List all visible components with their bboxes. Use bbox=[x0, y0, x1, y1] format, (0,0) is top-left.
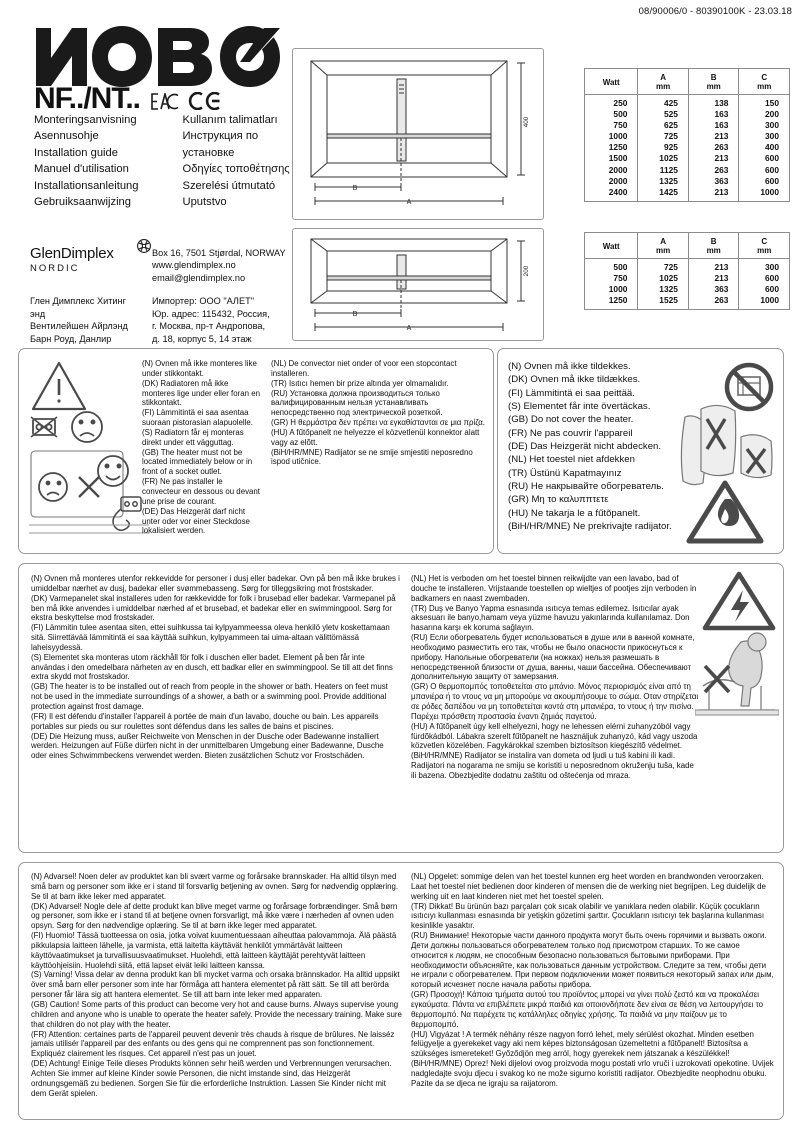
bath-text-right bbox=[411, 574, 701, 781]
address-line: Box 16, 7501 Stjørdal, NORWAY bbox=[152, 248, 286, 258]
cover-pictograms bbox=[675, 357, 779, 547]
title-item: Monteringsanvisning bbox=[34, 114, 137, 126]
table-cell: 625 bbox=[638, 120, 689, 131]
title-column-2 bbox=[183, 112, 290, 210]
table-cell: 1025 bbox=[638, 273, 689, 284]
table-cell: 1425 bbox=[638, 187, 689, 202]
cover-line: (FR) Ne pas couvrir l'appareil bbox=[508, 427, 633, 439]
cover-line: (DK) Ovnen må ikke tildækkes. bbox=[508, 374, 641, 386]
title-item: Asennusohje bbox=[34, 130, 99, 143]
table-cell: 1325 bbox=[638, 176, 689, 187]
table-cell: 1525 bbox=[638, 295, 689, 310]
table-cell: 2000 bbox=[585, 165, 638, 176]
paragraph: (S) Varning! Vissa delar av denna produkt kan bli mycket varma och orsaka brännskador. Ha alltid uppsikt över små barn eller personer som inte har förmåga att hantera elementet på rätt sätt. Se till att berörda personer får lära sig att hantera elementet. Se till att barn inte leker med apparaten. bbox=[31, 970, 400, 1000]
table-cell: 1325 bbox=[638, 284, 689, 295]
address-line: email@glendimplex.no bbox=[152, 272, 246, 283]
paragraph: (S) Radiatorn får ej monteras direkt under ett vägguttag. bbox=[142, 427, 244, 447]
table-cell: 363 bbox=[688, 284, 739, 295]
table-cell: 400 bbox=[739, 142, 790, 153]
table-cell: 600 bbox=[739, 153, 790, 164]
burn-warning-panel bbox=[18, 862, 784, 1120]
paragraph: (RU) Установка должна производиться только валифицированным нельзя устанавливать непосредственно под электрической розеткой. bbox=[271, 388, 443, 418]
header-a: A mm bbox=[638, 233, 689, 259]
paragraph: (NL) Opgelet: sommige delen van het toestel kunnen erg heet worden en brandwonden veroorzaken. Laat het toestel niet bedienen door kinderen of mensen die de werking niet begrijpen. Leg duidelijk de werking uit en laat kinderen niet met het toestel spelen. bbox=[411, 872, 766, 901]
table-cell: 163 bbox=[688, 120, 739, 131]
address-lines bbox=[152, 245, 286, 284]
bathroom-warning-panel bbox=[18, 563, 784, 853]
paragraph: (GB) The heater must not be located immediately below or in front of a socket outlet. bbox=[142, 447, 253, 477]
table-cell: 725 bbox=[638, 131, 689, 142]
table-cell: 300 bbox=[739, 120, 790, 131]
electric-shock-icon bbox=[705, 574, 773, 628]
sad-face-icon-2 bbox=[39, 473, 67, 501]
table-row bbox=[585, 284, 790, 295]
table-cell: 213 bbox=[688, 259, 739, 274]
spec-table-2 bbox=[584, 232, 790, 310]
table-row bbox=[585, 131, 790, 142]
cover-line: (TR) Üstünü Kapatmayınız bbox=[508, 467, 622, 479]
paragraph: (RU) Внимание! Некоторые части данного продукта могут быть очень горячими и вызвать ожоги. Дети должны пользоваться обогревателем только под присмотром старших. То же самое относится к людям, не способным безопасно пользоваться бытовыми приборами. При необходимости объясняйте, как пользоваться данным устройством. Следите за тем, чтобы дети не играли с обогревателем. При первом подключении может появиться некоторый запах или дым, который исчезнет после начала работы прибора. bbox=[411, 931, 774, 990]
paragraph: (DK) Varmepanelet skal installeres uden for rækkevidde for folk i brusebad eller badekar. Varmepanel på ben må ikke anvendes i umiddelbar nærhed af et brusebad, et badekar eller en swimmingpool. Sørg for ekstra beskyttelse mod frostskader. bbox=[31, 593, 396, 623]
paragraph: (FI) Huomio! Tässä tuotteessa on osia, jotka voivat kuumentuessaan aiheuttaa palovammoja. Älä päästä pikkulapsia laitteen lähelle, ja varmista, että laitetta käyttävät henkilöt ymmärtävät laitteen käyttövaatimukset ja turvallisuusvaatimukset. Huolehdi, että laitteen käyttäjät perehtyvät laitteen käyttöohjeisiin. Huolehdi siitä, että lapset eivät leiki laitteen kanssa. bbox=[31, 931, 397, 970]
header-b: B mm bbox=[688, 69, 739, 95]
table-cell: 500 bbox=[585, 109, 638, 120]
dimension-label-b: B bbox=[352, 185, 358, 192]
ce-mark-icon bbox=[187, 92, 221, 110]
address-line: Барн Роуд, Данлир bbox=[30, 334, 112, 344]
cover-line: (FI) Lämmitintä ei saa peittää. bbox=[508, 387, 635, 399]
dimension-label-height: 400 bbox=[523, 116, 530, 128]
title-item: Manuel d'utilisation bbox=[34, 163, 129, 176]
burn-text-left bbox=[31, 872, 403, 1098]
cover-line: (S) Elementet får inte övertäckas. bbox=[508, 401, 651, 413]
mounting-drawing-bottom bbox=[292, 228, 544, 341]
paragraph: (RU) Если обогреватель будет использоваться в душе или в ванной комнате, необходимо разместить его так, чтобы не было опасности прикоснуться к прибору. Напольные обогреватели (на ножках) нельзя размешать в непосредственной близости от душа, ванны, чаши бассейна. Обеспечивают дополнительную защиту от замерзания. bbox=[411, 633, 695, 682]
socket-text-right bbox=[271, 359, 485, 467]
title-column-1 bbox=[34, 112, 139, 210]
address-line: Импортер: ООО "АЛЕТ" bbox=[152, 296, 254, 307]
bath-figures bbox=[695, 570, 779, 740]
address-line: www.glendimplex.no bbox=[152, 260, 236, 271]
table-cell: 750 bbox=[585, 273, 638, 284]
header-watt: Watt bbox=[585, 69, 638, 95]
table-cell: 213 bbox=[688, 153, 739, 164]
table-cell: 925 bbox=[638, 142, 689, 153]
paragraph: (DK) Radiatoren må ikke monteres lige under eller foran en stikkontakt. bbox=[142, 378, 260, 408]
title-item: Szerelési útmutató bbox=[182, 179, 276, 192]
table-cell: 1000 bbox=[585, 131, 638, 142]
certification-marks bbox=[150, 92, 221, 114]
cover-line: (DE) Das Heizgerät nicht abdecken. bbox=[508, 441, 662, 453]
paragraph: (DE) Achtung! Einige Teile dieses Produkts können sehr heiß werden und Verbrennungen verursachen. Achten Sie immer auf kleine Kinder sowie Personen, die nicht imstande sind, das Heizgerät ordnungsgemäß zu bedienen. Sorgen Sie für die erforderliche Instruktion. Lassen Sie Kinder nicht mit dem Gerät spielen. bbox=[31, 1059, 392, 1098]
mounting-drawing-top bbox=[292, 48, 544, 220]
socket-pictograms bbox=[29, 357, 149, 547]
table-cell: 263 bbox=[688, 165, 739, 176]
cover-line: (GB) Do not cover the heater. bbox=[508, 414, 634, 426]
sad-face-icon bbox=[72, 412, 102, 442]
paragraph: (GB) Caution! Some parts of this product can become very hot and cause burns. Always supervise young children and anyone who is unable to operate the heater safely. Provide the necessary training. Make sure that children do not play with the heater. bbox=[31, 999, 402, 1029]
brand-block bbox=[34, 26, 294, 114]
table-cell: 600 bbox=[739, 273, 790, 284]
paragraph: (BiH/HR/MNE) Oprez! Neki dijelovi ovog proizvoda mogu postati vrlo vruči i uzrokovati opekotine. Uvijek nadgledajte svoju djecu i svakog ko ne može sigurno koristiti radijator. Obezbjedite neophodnu obuku. Pazite da se djeca ne igraju sa raijatorom. bbox=[411, 1059, 774, 1088]
paragraph: (TR) Dikkat! Bu ürünün bazı parçaları çok sıcak olabilir ve yanıklara neden olabilir. Küçük çocukların ısıtıcıyı kullanması esnasında bir yetişkin gözetimi şarttır. Çocukların ısıtıcıyı tek başlarına kullanması kesinlikle yasaktır. bbox=[411, 901, 765, 931]
table-cell: 750 bbox=[585, 120, 638, 131]
towel-shape-icon bbox=[681, 405, 772, 484]
header-c: C mm bbox=[739, 69, 790, 95]
table-cell: 363 bbox=[688, 176, 739, 187]
table-row bbox=[585, 109, 790, 120]
dimension-label-height: 200 bbox=[523, 265, 530, 277]
header-b: B mm bbox=[688, 233, 739, 259]
header-c: C mm bbox=[739, 233, 790, 259]
flame-triangle-icon bbox=[689, 483, 761, 541]
title-item: Инструкция по bbox=[182, 130, 259, 143]
bath-text-left bbox=[31, 574, 401, 761]
paragraph: (NL) Het is verboden om het toestel binnen reikwijdte van een lavabo, bad of douche te installeren. Vrijstaande toestellen op wieltjes of pootjes zijn verboden in badkamers en naast zwembaden. bbox=[411, 574, 697, 603]
table-cell: 263 bbox=[688, 295, 739, 310]
table-cell: 500 bbox=[585, 259, 638, 274]
burn-text-right bbox=[411, 872, 775, 1089]
table-cell: 250 bbox=[585, 95, 638, 110]
do-not-cover-panel bbox=[497, 348, 784, 554]
model-code: NF../NT.. bbox=[34, 82, 141, 115]
table-row bbox=[585, 187, 790, 202]
socket-crossed-icon bbox=[31, 417, 57, 437]
table-cell: 2400 bbox=[585, 187, 638, 202]
paragraph: (FR) Ne pas installer le convecteur en dessous ou devant une prise de courant. bbox=[142, 477, 261, 506]
table-cell: 1125 bbox=[638, 165, 689, 176]
nobo-logo-icon bbox=[34, 26, 286, 88]
paragraph: (N) Ovnen må ikke monteres like under stikkontakt. bbox=[142, 359, 257, 378]
table-row bbox=[585, 165, 790, 176]
document-code: 08/90006/0 - 80390100K - 23.03.18 bbox=[638, 6, 792, 17]
table-row bbox=[585, 259, 790, 274]
header-a: A mm bbox=[638, 69, 689, 95]
table-cell: 525 bbox=[638, 109, 689, 120]
bath-pictograms bbox=[695, 570, 779, 750]
table-row bbox=[585, 95, 790, 110]
address-line: Юр. адрес: 115432, Россия, bbox=[152, 308, 270, 319]
paragraph: (DK) Advarsel! Nogle dele af dette produkt kan blive meget varme og forårsage forbrændinger. Små børn og personer, som ikke er i stand til at betjene ovnen forsvarligt, må ikke være i nærheden af ovnen uden opsyn. Sørg for den nødvendige oplæring. Se til at børn ikke leger med apparatet. bbox=[31, 901, 398, 931]
cover-line: (HU) Ne takarja le a fűtõpanelt. bbox=[508, 507, 641, 519]
title-item: Kullanım talimatları bbox=[182, 114, 278, 126]
table-cell: 1000 bbox=[739, 295, 790, 310]
table-cell: 138 bbox=[688, 95, 739, 110]
cover-line: (GR) Μη το καλυππτετε bbox=[508, 494, 609, 506]
table-cell: 300 bbox=[739, 131, 790, 142]
spark-cross-icon bbox=[79, 477, 99, 497]
paragraph: (BiH/HR/MNE) Radijator se instalira van dometa od ljudi u tuš kabini ili kadi. Radijatori na nogarama ne smiju se koristiti u neposrednom okruženju tuša, kade ili bazena. Obezbjedite dodatnu zaštitu od oštećenja od mraza. bbox=[411, 751, 694, 780]
dimension-label-a: A bbox=[406, 199, 412, 206]
title-item: Uputstvo bbox=[182, 196, 227, 209]
do-not-cover-list bbox=[508, 360, 690, 533]
glendimplex-sub: NORDIC bbox=[30, 263, 80, 274]
dimension-label-a: A bbox=[406, 325, 412, 332]
table-row bbox=[585, 295, 790, 310]
paragraph: (HU) Vigyázat ! A termék néhány része nagyon forró lehet, mely sérülést okozhat. Minden esetben felügyelje a gyerekeket vagy aki nem képes biztonságosan üzemeltetni a fűtõpanelt! Biztosítsa a szükséges ismereteket! Győződjön meg arról, hogy gyerekek nem játszanak a készülékkel! bbox=[411, 1029, 754, 1059]
table-cell: 1250 bbox=[585, 142, 638, 153]
eac-mark-icon bbox=[150, 93, 180, 110]
title-item: Gebruiksaanwijzing bbox=[34, 196, 132, 209]
paragraph: (FR) Il est défendu d'installer l'appareil à portée de main d'un lavabo, douche ou bain. Les appareils portables sur pieds ou sur roulettes sont défendus dans les salles de bains et piscines. bbox=[31, 711, 379, 731]
address-line: Вентилейшен Айрлэнд bbox=[30, 321, 128, 332]
table-cell: 1000 bbox=[739, 187, 790, 202]
glendimplex-name: GlenDimplex bbox=[30, 245, 114, 262]
table-cell: 213 bbox=[688, 187, 739, 202]
glendimplex-emblem-icon bbox=[136, 238, 152, 254]
paragraph: (BiH/HR/MNE) Radijator se ne smije smjestiti neposredno ispod utičnice. bbox=[271, 447, 473, 467]
socket-text-left bbox=[142, 359, 260, 536]
cover-line: (NL) Het toestel niet afdekken bbox=[508, 454, 635, 466]
table-cell: 1000 bbox=[585, 284, 638, 295]
table-cell: 1025 bbox=[638, 153, 689, 164]
paragraph: (GR) Ο θερμοπομπός τοποθετείται στο μπάνιο. Μόνος περιορισμός είναι από τη μπανιέρα ή το ντους να μη μπορούμε να ακουμπήσουμε το σώμα. Οταν στηρίζεται σε ρόδες δαπέδου να μη τοποθετείται κοντά στη μπανιέρα, το ντους ή την πισίνα. Παρέχει πρόσθετη προστασία έναντι ζημιάς παγετού. bbox=[411, 682, 699, 721]
paragraph: (GB) The heater is to be installed out of reach from people in the shower or bath. Heaters on feet must not be used in the immediate surroundings of a shower, a bath or a swimming pool. Provide additional protection against frost damage. bbox=[31, 682, 388, 711]
table-cell: 600 bbox=[739, 284, 790, 295]
title-item: Οδηγίες τοποθέτησης bbox=[182, 163, 290, 176]
person-in-bath-icon bbox=[695, 633, 779, 715]
title-item: Installation guide bbox=[34, 146, 118, 159]
table-cell: 163 bbox=[688, 109, 739, 120]
address-line: д. 18, корпус 5, 14 этаж bbox=[152, 334, 252, 344]
cover-line: (BiH/HR/MNE) Ne prekrivajte radijator. bbox=[508, 521, 672, 533]
paragraph: (FI) Lämmitintä ei saa asentaa suoraan pistorasian alapuolelle. bbox=[142, 408, 253, 428]
spec-table-1 bbox=[584, 68, 790, 202]
title-item: Installationsanleitung bbox=[34, 179, 139, 192]
company-address-block bbox=[30, 245, 310, 358]
paragraph: (N) Ovnen må monteres utenfor rekkevidde for personer i dusj eller badekar. Ovn på ben må ikke brukes i umiddelbar nærhet av dusj, badekar eller svømmebasseng. Sørg for tilleggsikring mot frostskader. bbox=[31, 574, 400, 593]
table-cell: 213 bbox=[688, 273, 739, 284]
paragraph: (HU) A fűtõpanelt úgy kell elhelyezni, hogy ne lehessen elérni zuhanyzóból vagy fürdõkádból. Lábakra szerelt fűtõpanelt ne használjuk zuhanyzó, kád vagy uszoda közvetlen közelében. Fagykárokkal szemben biztosítson kiegészítõ védelmet. bbox=[411, 721, 698, 751]
heater-wall-diagram-tall bbox=[293, 49, 543, 219]
table-row bbox=[585, 120, 790, 131]
table-cell: 1500 bbox=[585, 153, 638, 164]
table-cell: 200 bbox=[739, 109, 790, 120]
table-row bbox=[585, 153, 790, 164]
table-cell: 213 bbox=[688, 131, 739, 142]
table-cell: 300 bbox=[739, 259, 790, 274]
cross-mark-icon bbox=[705, 666, 729, 692]
paragraph: (DE) Die Heizung muss, außer Reichweite von Menschen in der Dusche oder Badewanne installiert werden. Heizungen auf Füße dürfen nicht in der unmittelbaren Umgebung einer Badewanne, Dusche oder eines Schwimmbeckens verwendet werden. Bieten zusätzlichen Schutz vor Frostschäden. bbox=[31, 731, 384, 761]
table-row bbox=[585, 176, 790, 187]
heater-wall-diagram-short bbox=[293, 229, 543, 340]
socket-warning-panel bbox=[18, 348, 494, 554]
table-cell: 150 bbox=[739, 95, 790, 110]
table-header-row bbox=[585, 233, 790, 259]
no-cover-icon bbox=[727, 365, 771, 409]
header-watt: Watt bbox=[585, 233, 638, 259]
table-row bbox=[585, 273, 790, 284]
paragraph: (HU) A fűtőpanelt ne helyezze el közvetlenül konnektor alatt vagy az elõtt. bbox=[271, 427, 480, 447]
table-cell: 263 bbox=[688, 142, 739, 153]
title-item: установке bbox=[182, 146, 235, 159]
cover-figures bbox=[675, 357, 779, 547]
paragraph: (FR) Attention: certaines parts de l'appareil peuvent devenir très chauds à risque de brûlures. Ne laisséz jamais utilisér l'appareil par des enfants ou des gens qui ne comprennent pas son fonctionnement. Expliquéz clairement les risques. Cet appareil n'est pas un jouet. bbox=[31, 1029, 395, 1059]
table-cell: 600 bbox=[739, 176, 790, 187]
address-line: Глен Димплекс Хитинг энд bbox=[30, 296, 126, 319]
address-line: г. Москва, пр-т Андропова, bbox=[152, 321, 266, 332]
cover-line: (N) Ovnen må ikke tildekkes. bbox=[508, 361, 631, 372]
paragraph: (DE) Das Heizgerät darf nicht unter oder vor einer Steckdose lokalisiert werden. bbox=[142, 506, 250, 536]
glendimplex-logo bbox=[30, 245, 142, 274]
paragraph: (FI) Lämmitin tulee asentaa siten, ettei suihkussa tai kylpyammeessa oleva henkilö yletv koskettamaan sitä. Siirrettävää lämmitintä ei saa käyttää suihkun, kylpyammeen tai uima-altaan välittömässä laheisyydessä. bbox=[31, 623, 390, 652]
title-languages bbox=[34, 112, 290, 210]
dimension-label-b: B bbox=[352, 311, 358, 318]
table-cell: 425 bbox=[638, 95, 689, 110]
cover-line: (RU) Не накрывайте обогреватель. bbox=[508, 481, 664, 493]
paragraph: (TR) Isıtıcı hemen bir prize altında yer olmamalıdır. bbox=[271, 378, 449, 388]
table-header-row bbox=[585, 69, 790, 95]
paragraph: (N) Advarsel! Noen deler av produktet kan bli svært varme og forårsake brannskader. Ha alltid tilsyn med små barn og personer som ikke er i stand til forsvarlig betjening av ovnen. Sørg for nødvendig opplæring. Se til at barn ikke leker med apparatet. bbox=[31, 872, 399, 901]
paragraph: (GR) Προσοχή! Κάποια τμήματα αυτού του προϊόντος μπορεί να γίνει πολύ ζεστό και να προκαλέσει εγκαύματα. Πάντα να επιβλέπετε μικρά παιδιά και οποιονδήποτε δεν είναι σε θέση να λειτουργήσει το θερμοπομπό. Να παρέχετε τις κατάλληλες οδηγίες χρήσης. Τα παιδιά να μην παίζουν με το θερμοπομπό. bbox=[411, 990, 763, 1029]
table-cell: 2000 bbox=[585, 176, 638, 187]
paragraph: (TR) Duş ve Banyo Yapma esnasında ısıtıcya temas edilemez. Isıtıcılar ayak aksesuarı ile banyo,hamam veya yüzme havuzu yakınlarında kullanılamaz. Don hasarına karşı ek koruma sağlayın. bbox=[411, 603, 690, 633]
table-cell: 1250 bbox=[585, 295, 638, 310]
paragraph: (S) Elementet ska monteras utom räckhåll för folk i duschen eller badet. Element på ben får inte användas i den omedelbara närheten av en dusch, ett badkar eller en swimmingpool. Se till att det finns extra skydd mot frostskador. bbox=[31, 652, 393, 682]
table-row bbox=[585, 142, 790, 153]
table-cell: 725 bbox=[638, 259, 689, 274]
paragraph: (NL) De convector niet onder of voor een stopcontact installeren. bbox=[271, 359, 457, 378]
table-cell: 600 bbox=[739, 165, 790, 176]
paragraph: (GR) Η θερμάστρα δεν πρέπει να εγκαθίστανται σε μια πρίζα. bbox=[271, 418, 485, 428]
